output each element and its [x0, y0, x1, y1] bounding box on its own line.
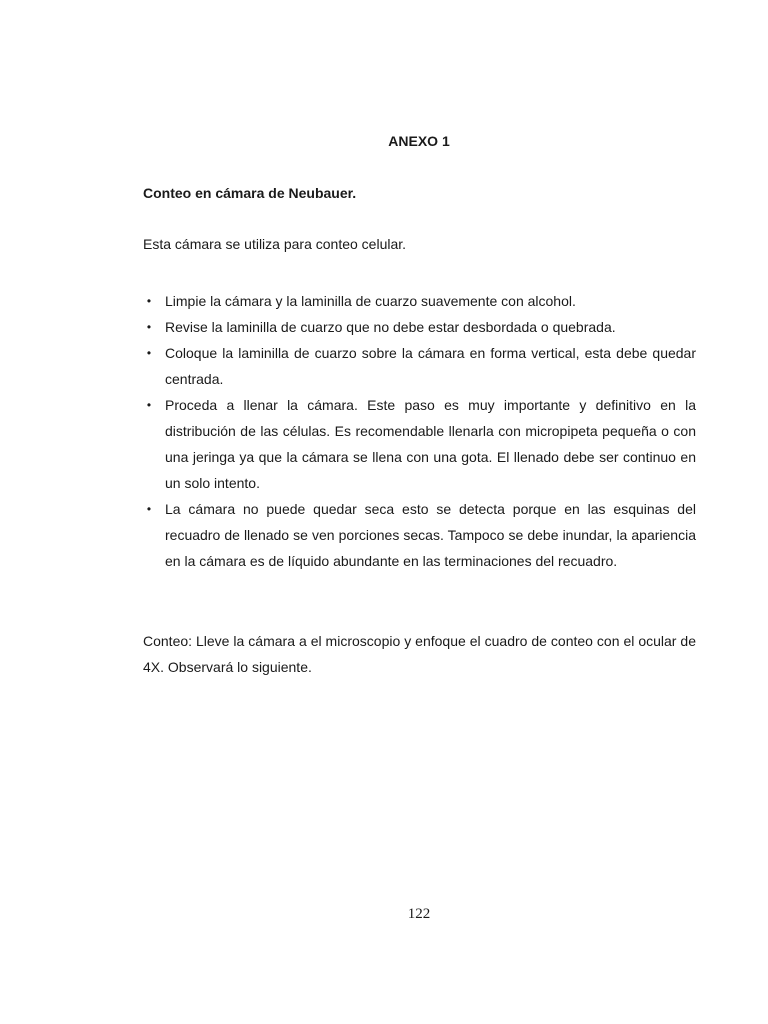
section-heading: Conteo en cámara de Neubauer.	[143, 185, 357, 201]
intro-paragraph: Esta cámara se utiliza para conteo celular.	[143, 236, 407, 252]
bullet-icon: •	[146, 398, 152, 412]
list-item-text: La cámara no puede quedar seca esto se detecta porque en las esquinas del recuadro de llenado se ven porciones secas. Tampoco se debe inundar, la apariencia en la cámara es de líquido abundante en las terminaciones del recuadro.	[165, 501, 696, 569]
list-item-text: Coloque la laminilla de cuarzo sobre la cámara en forma vertical, esta debe quedar centrada.	[165, 345, 696, 387]
page-number: 122	[407, 906, 431, 922]
bullet-icon: •	[146, 320, 152, 334]
list-item	[143, 288, 696, 314]
list-item	[143, 392, 696, 496]
bullet-icon: •	[146, 294, 152, 308]
bullet-icon: •	[146, 346, 152, 360]
list-item	[143, 314, 696, 340]
list-item	[143, 496, 696, 574]
steps-list	[143, 288, 696, 574]
bullet-icon: •	[146, 502, 152, 516]
annex-title: ANEXO 1	[388, 133, 450, 149]
list-item-text: Proceda a llenar la cámara. Este paso es muy importante y definitivo en la distribución de las células. Es recomendable llenarla con micropipeta pequeña o con una jeringa ya que la cámara se llena con una gota. El llenado debe ser continuo en un solo intento.	[165, 397, 696, 491]
list-item-text: Limpie la cámara y la laminilla de cuarzo suavemente con alcohol.	[165, 293, 576, 309]
list-item	[143, 340, 696, 392]
conteo-paragraph: Conteo: Lleve la cámara a el microscopio y enfoque el cuadro de conteo con el ocular de 4X. Observará lo siguiente.	[143, 633, 696, 675]
list-item-text: Revise la laminilla de cuarzo que no debe estar desbordada o quebrada.	[165, 319, 616, 335]
